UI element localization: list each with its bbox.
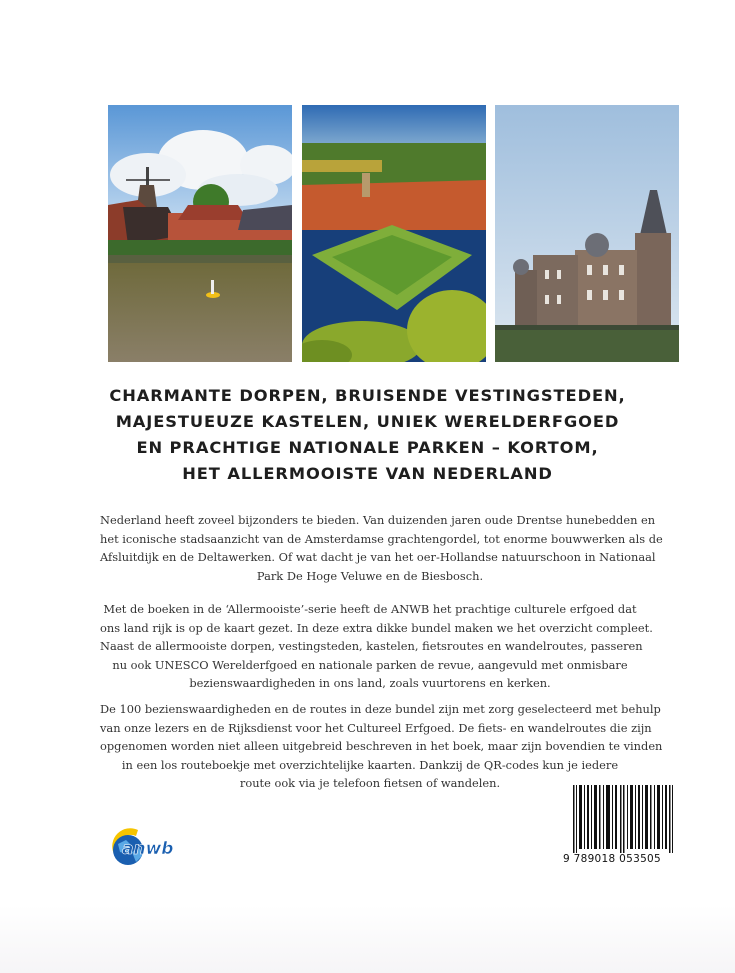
headline-line: HET ALLERMOOISTE VAN NEDERLAND [182, 464, 553, 483]
anwb-logo [108, 824, 190, 868]
paragraph-series [100, 600, 653, 693]
paragraph-line: Naast de allermooiste dorpen, vestingsteden, kastelen, fietsroutes en wandelroutes, passeren [100, 639, 643, 653]
paragraph-line: het iconische stadsaanzicht van de Amsterdamse grachtengordel, tot enorme bouwwerken als de [100, 531, 663, 546]
paragraph-line: van onze lezers en de Rijksdienst voor het Cultureel Erfgoed. De fiets- en wandelroutes die zijn [100, 720, 652, 735]
paragraph-line: ons land rijk is op de kaart gezet. In deze extra dikke bundel maken we het overzicht compleet. [100, 620, 653, 635]
anwb-globe-icon [108, 824, 190, 868]
paragraph-line: bezienswaardigheden in ons land, zoals vuurtorens en kerken. [189, 676, 551, 690]
paragraph-line: Met de boeken in de ‘Allermooiste’-serie heeft de ANWB het prachtige culturele erfgoed dat [103, 602, 637, 616]
isbn-number: 9 789018 053505 [563, 853, 675, 865]
paragraph-line: nu ook UNESCO Werelderfgoed en nationale parken de revue, aangevuld met onmisbare [112, 657, 628, 672]
photo-moated-castle [495, 105, 679, 362]
paragraph-line: route ook via je telefoon fietsen of wandelen. [239, 776, 501, 790]
paragraph-line: De 100 bezienswaardigheden en de routes in deze bundel zijn met zorg geselecteerd met behulp [100, 702, 661, 716]
paragraph-intro [100, 511, 663, 585]
headline-line: EN PRACHTIGE NATIONALE PARKEN – KORTOM, [136, 438, 599, 457]
paragraph-line: Park De Hoge Veluwe en de Biesbosch. [256, 568, 484, 583]
headline-line: MAJESTUEUZE KASTELEN, UNIEK WERELDERFGOED [115, 412, 620, 431]
headline [60, 383, 675, 487]
photo-fortified-town [302, 105, 486, 362]
headline-line: CHARMANTE DORPEN, BRUISENDE VESTINGSTEDEN, [109, 386, 626, 405]
svg-text:anwb: anwb [122, 839, 174, 859]
paragraph-line: Afsluitdijk en de Deltawerken. Of wat dacht je van het oer-Hollandse natuurschoon in Nationaal [100, 550, 656, 564]
paragraph-routes [100, 700, 663, 793]
photo-village-windmill [108, 105, 292, 362]
paragraph-line: Nederland heeft zoveel bijzonders te bieden. Van duizenden jaren oude Drentse hunebedden en [100, 513, 656, 527]
paragraph-line: in een los routeboekje met overzichtelijke kaarten. Dankzij de QR-codes kun je iedere [121, 757, 619, 772]
barcode [573, 785, 673, 863]
paragraph-line: opgenomen worden niet alleen uitgebreid beschreven in het boek, maar zijn bovendien te vinden [100, 739, 663, 753]
